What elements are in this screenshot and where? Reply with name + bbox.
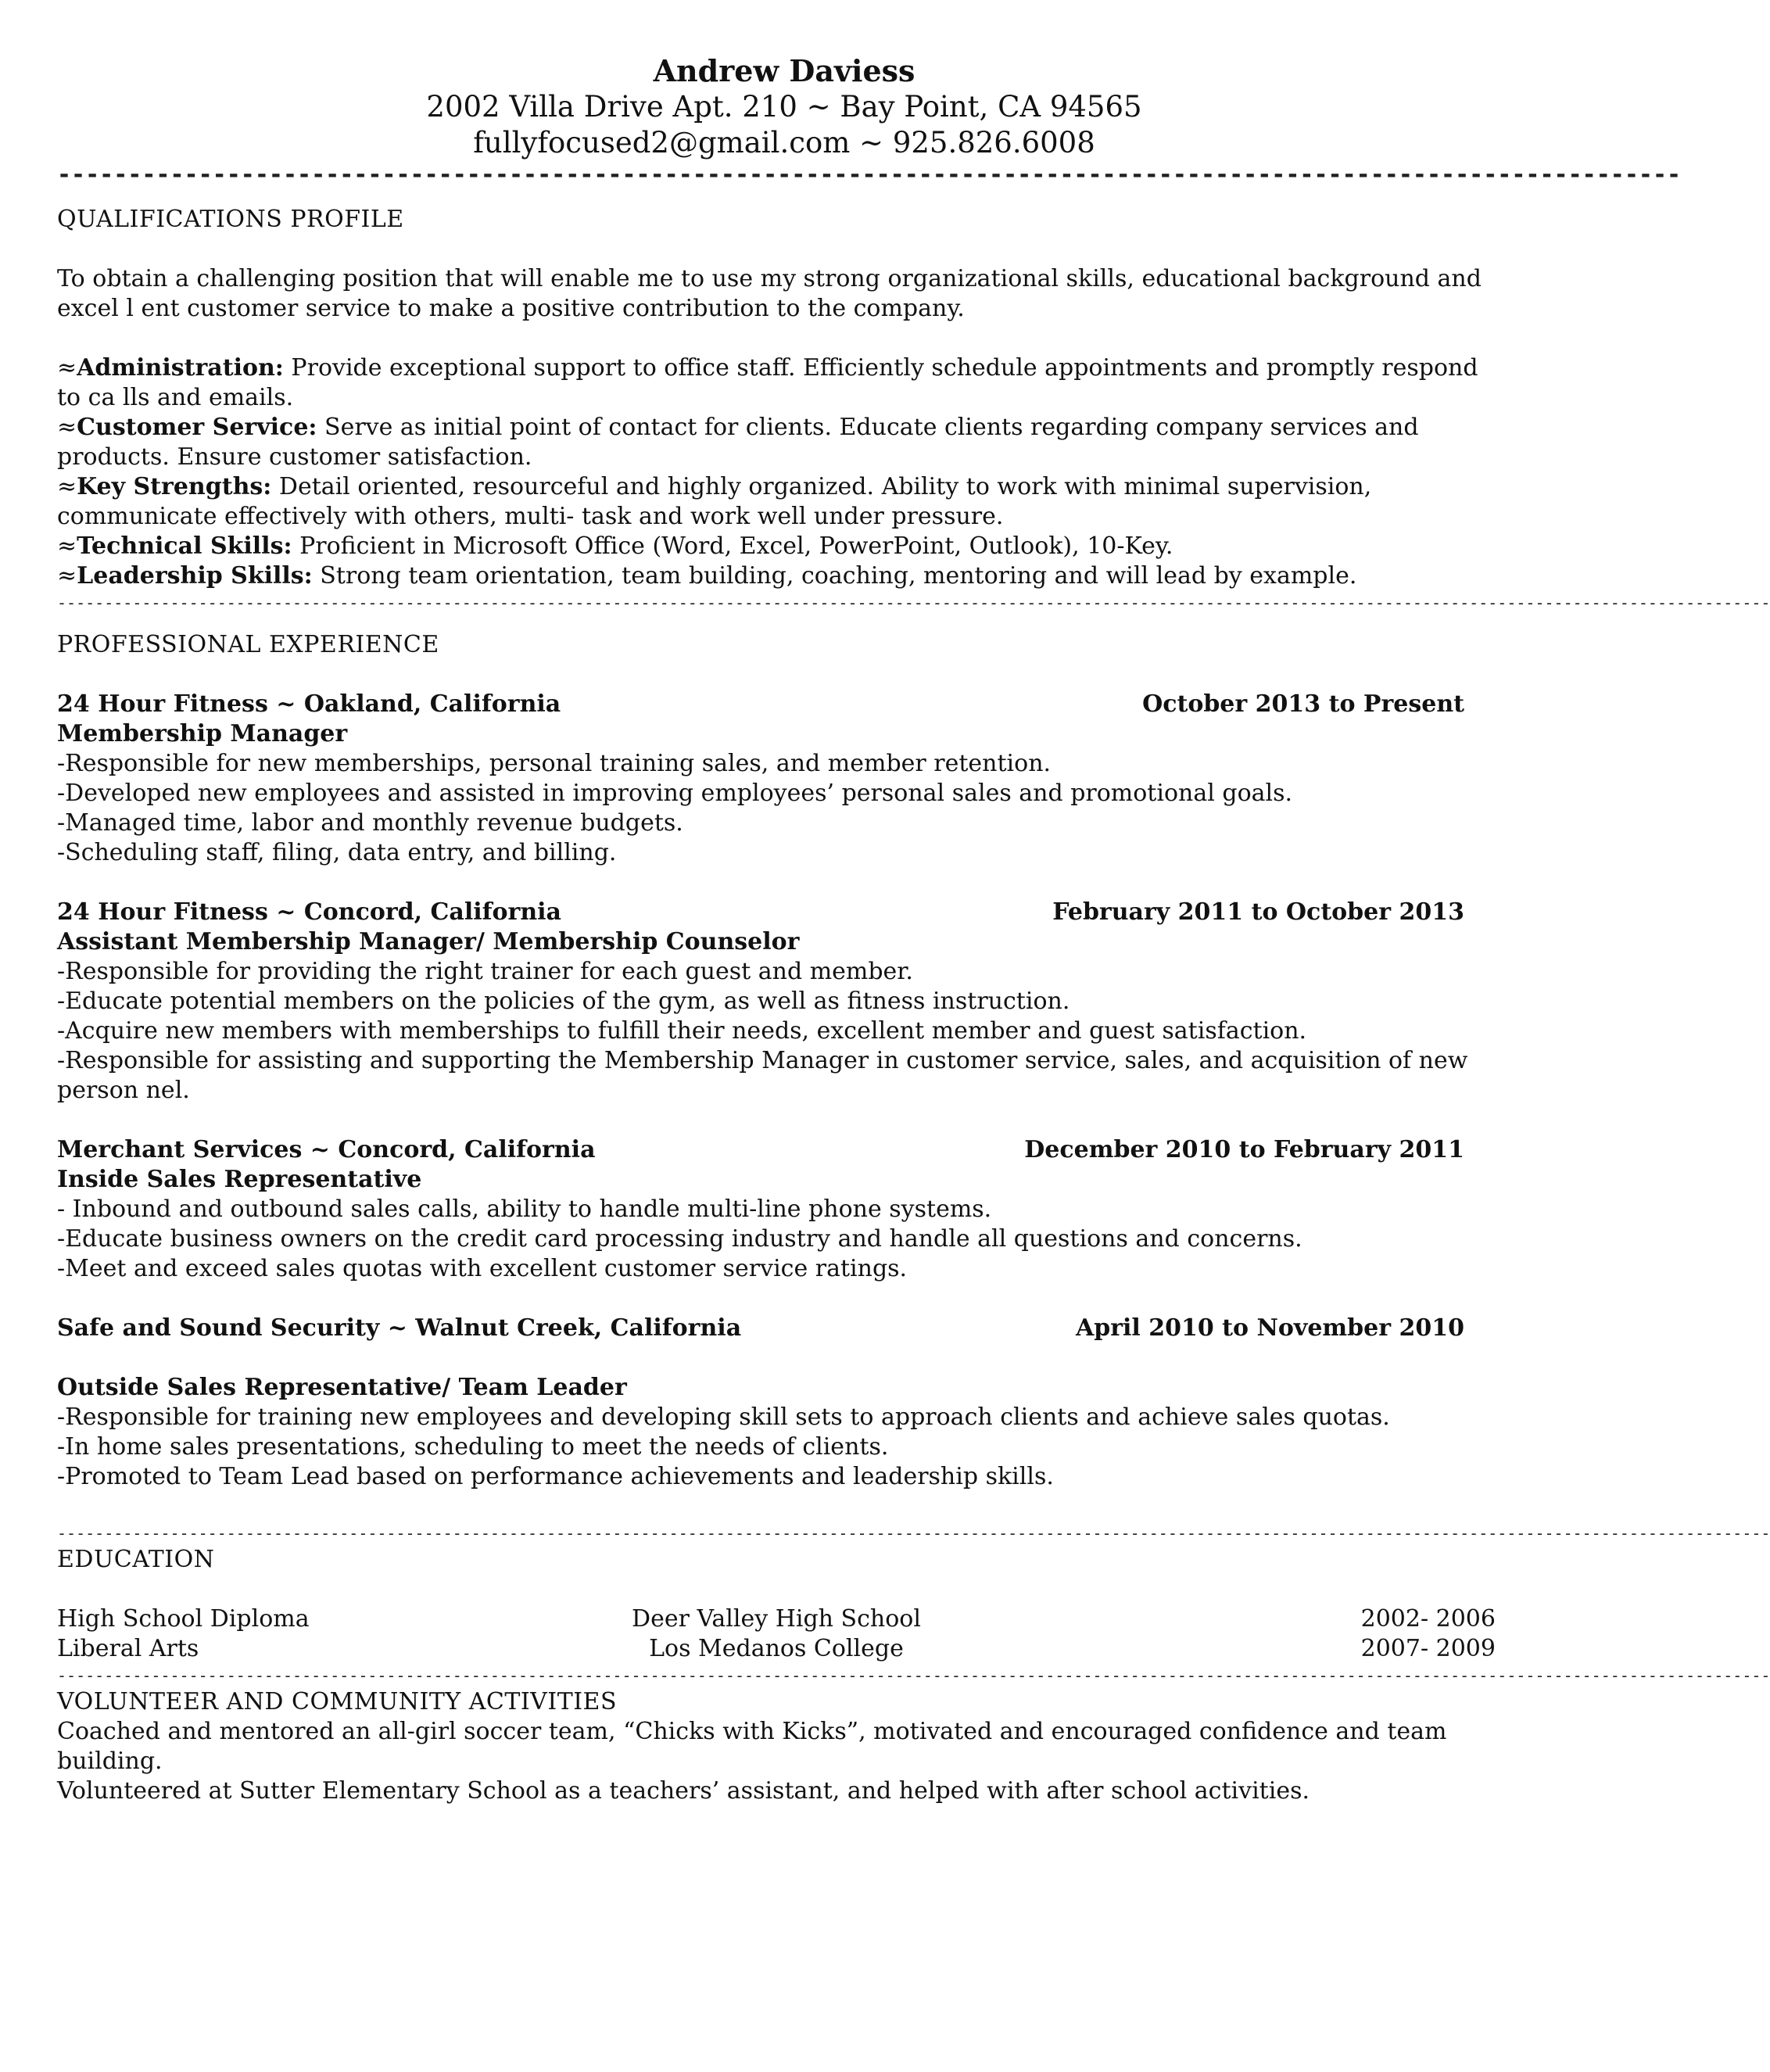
job-entry	[57, 1135, 1496, 1284]
job-bullet: -Developed new employees and assisted in improving employees’ personal sales and promotional goals.	[57, 780, 1293, 807]
job-entry	[57, 1314, 1496, 1492]
job-company: 24 Hour Fitness ~ Concord, California	[57, 898, 561, 926]
qualification-item: ≈Leadership Skills: Strong team orientation, team building, coaching, mentoring and will lead by example.	[57, 562, 1357, 590]
qualification-text: Proficient in Microsoft Office (Word, Excel, PowerPoint, Outlook), 10-Key.	[292, 532, 1173, 560]
education-row	[57, 1634, 1496, 1664]
divider: -------------------------------------------------------------------------------------------------------------------	[57, 161, 1682, 188]
education-row	[57, 1604, 1496, 1634]
job-dates: October 2013 to Present	[1142, 690, 1464, 718]
candidate-name: Andrew Daviess	[653, 53, 915, 88]
qualifications-title: QUALIFICATIONS PROFILE	[57, 206, 404, 233]
volunteer-line: Volunteered at Sutter Elementary School as a teachers’ assistant, and helped with after school activities.	[57, 1777, 1310, 1805]
job-header	[57, 1135, 1464, 1165]
qualification-item: ≈Customer Service: Serve as initial point of contact for clients. Educate clients regarding company services and products. Ensure customer satisfaction.	[57, 414, 1419, 471]
job-role: Membership Manager	[57, 720, 348, 747]
job-entry	[57, 898, 1496, 1106]
job-header	[57, 898, 1464, 927]
job-role: Inside Sales Representative	[57, 1166, 422, 1193]
job-dates: December 2010 to February 2011	[1024, 1136, 1464, 1163]
qualification-text: Strong team orientation, team building, coaching, mentoring and will lead by example.	[312, 562, 1357, 590]
qualification-label: Key Strengths:	[77, 473, 272, 500]
education-degree: Liberal Arts	[57, 1635, 199, 1662]
job-bullet: -Scheduling staff, filing, data entry, and billing.	[57, 839, 617, 866]
job-bullet: -Educate potential members on the policies of the gym, as well as fitness instruction.	[57, 988, 1070, 1015]
divider: --------------------------------------------------------------------------------------------------------------------------------------------------------------------------------------	[57, 1666, 1770, 1685]
resume-page	[57, 53, 1770, 1806]
education-years: 2002- 2006	[1360, 1605, 1496, 1633]
resume-header	[57, 53, 1511, 161]
job-bullet: -Responsible for providing the right trainer for each guest and member.	[57, 958, 913, 985]
job-bullet: -Responsible for new memberships, personal training sales, and member retention.	[57, 750, 1052, 777]
job-bullet: -Meet and exceed sales quotas with excellent customer service ratings.	[57, 1255, 908, 1282]
job-bullet: -Promoted to Team Lead based on performance achievements and leadership skills.	[57, 1463, 1054, 1490]
education-school: Los Medanos College	[649, 1635, 904, 1662]
divider: --------------------------------------------------------------------------------------------------------------------------------------------------------------------------------------	[57, 593, 1770, 612]
education-school: Deer Valley High School	[632, 1605, 921, 1633]
experience-title: PROFESSIONAL EXPERIENCE	[57, 631, 439, 658]
qualification-label: Customer Service:	[77, 414, 317, 441]
qualification-label: Administration:	[77, 354, 284, 382]
job-bullet: -In home sales presentations, scheduling to meet the needs of clients.	[57, 1433, 889, 1461]
job-company: 24 Hour Fitness ~ Oakland, California	[57, 690, 561, 718]
divider: --------------------------------------------------------------------------------------------------------------------------------------------------------------------------------------	[57, 1524, 1770, 1543]
qualification-item: ≈Technical Skills: Proficient in Microsoft Office (Word, Excel, PowerPoint, Outlook), 10-Key.	[57, 532, 1173, 560]
qualification-label: Technical Skills:	[77, 532, 292, 560]
job-entry	[57, 690, 1496, 868]
job-bullet: -Responsible for assisting and supporting the Membership Manager in customer service, sales, and acquisition of new person nel.	[57, 1047, 1468, 1104]
qualification-text: Serve as initial point of contact for clients. Educate clients regarding company services and products. Ensure customer satisfaction.	[57, 414, 1419, 471]
job-bullet: -Managed time, labor and monthly revenue budgets.	[57, 809, 683, 837]
education-years: 2007- 2009	[1360, 1635, 1496, 1662]
qualification-item: ≈Key Strengths: Detail oriented, resourceful and highly organized. Ability to work with minimal supervision, communicate effectively with others, multi- task and work well under pressure.	[57, 473, 1372, 530]
job-dates: April 2010 to November 2010	[1075, 1314, 1464, 1342]
job-bullet: -Acquire new members with memberships to fulfill their needs, excellent member and guest satisfaction.	[57, 1017, 1307, 1045]
qualification-label: Leadership Skills:	[77, 562, 313, 590]
job-header	[57, 690, 1464, 719]
job-role: Outside Sales Representative/ Team Leader	[57, 1374, 627, 1401]
qualification-text: Detail oriented, resourceful and highly organized. Ability to work with minimal supervision, communicate effectively with others, multi- task and work well under pressure.	[57, 473, 1372, 530]
job-bullet: -Responsible for training new employees and developing skill sets to approach clients and achieve sales quotas.	[57, 1403, 1390, 1431]
volunteer-title: VOLUNTEER AND COMMUNITY ACTIVITIES	[57, 1688, 618, 1715]
job-company: Merchant Services ~ Concord, California	[57, 1136, 596, 1163]
job-dates: February 2011 to October 2013	[1052, 898, 1464, 926]
job-company: Safe and Sound Security ~ Walnut Creek, California	[57, 1314, 742, 1342]
objective-text: To obtain a challenging position that will enable me to use my strong organizational skills, educational background and excel l ent customer service to make a positive contribution to the company.	[57, 265, 1482, 322]
education-title: EDUCATION	[57, 1546, 215, 1573]
candidate-address: 2002 Villa Drive Apt. 210 ~ Bay Point, CA 94565	[426, 90, 1142, 124]
job-bullet: -Educate business owners on the credit card processing industry and handle all questions and concerns.	[57, 1225, 1302, 1253]
qualification-text: Provide exceptional support to office staff. Efficiently schedule appointments and promptly respond to ca lls and emails.	[57, 354, 1478, 411]
job-role: Assistant Membership Manager/ Membership Counselor	[57, 928, 800, 955]
education-degree: High School Diploma	[57, 1605, 310, 1633]
job-bullet: - Inbound and outbound sales calls, ability to handle multi-line phone systems.	[57, 1196, 992, 1223]
job-header	[57, 1314, 1464, 1343]
candidate-contact: fullyfocused2@gmail.com ~ 925.826.6008	[473, 126, 1095, 160]
qualification-item: ≈Administration: Provide exceptional support to office staff. Efficiently schedule appointments and promptly respond to ca lls and emails.	[57, 354, 1478, 411]
volunteer-line: Coached and mentored an all-girl soccer team, “Chicks with Kicks”, motivated and encouraged confidence and team building.	[57, 1718, 1447, 1775]
